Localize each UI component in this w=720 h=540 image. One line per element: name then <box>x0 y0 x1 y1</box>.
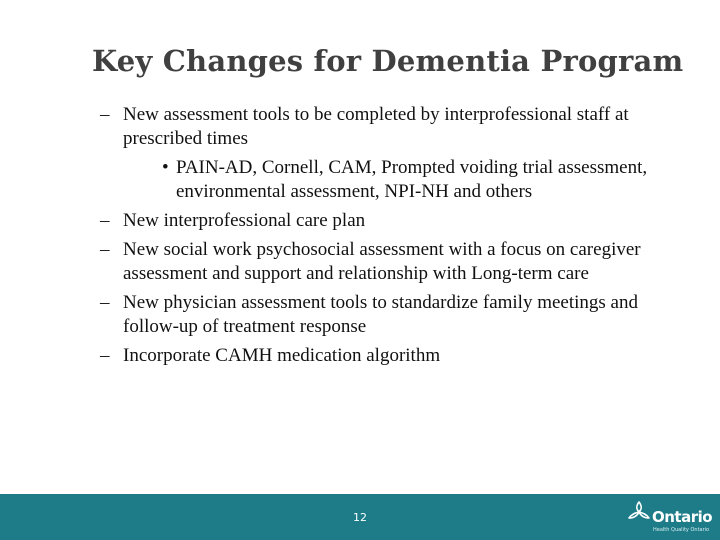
trillium-icon <box>626 499 652 525</box>
list-item-text: New interprofessional care plan <box>123 210 366 231</box>
sub-list-item <box>123 156 690 204</box>
footer-bar <box>0 494 720 540</box>
ontario-logo <box>626 497 712 537</box>
list-item <box>100 209 690 233</box>
list-item-text: Incorporate CAMH medication algorithm <box>123 345 441 366</box>
list-item <box>100 291 690 339</box>
list-item-text: New physician assessment tools to standardize family meetings and follow-up of treatment response <box>123 292 638 337</box>
dash-bullet: – <box>100 239 110 260</box>
dot-bullet: • <box>162 157 169 178</box>
sub-list-item-text: PAIN-AD, Cornell, CAM, Prompted voiding trial assessment, environmental assessment, NPI-NH and others <box>176 157 648 202</box>
dash-bullet: – <box>100 104 110 125</box>
dash-bullet: – <box>100 345 110 366</box>
list-item <box>100 103 690 204</box>
dash-bullet: – <box>100 210 110 231</box>
list-item-text: New social work psychosocial assessment with a focus on caregiver assessment and support and relationship with Long-term care <box>123 239 641 284</box>
list-item-text: New assessment tools to be completed by interprofessional staff at prescribed times <box>123 104 629 149</box>
bullet-list <box>100 103 690 373</box>
logo-subtext: Health Quality Ontario <box>653 527 710 533</box>
list-item <box>100 344 690 368</box>
logo-wordmark: Ontario <box>652 508 713 526</box>
list-item <box>100 238 690 286</box>
slide-title: Key Changes for Dementia Program <box>92 44 684 78</box>
dash-bullet: – <box>100 292 110 313</box>
page-number: 12 <box>353 511 367 524</box>
